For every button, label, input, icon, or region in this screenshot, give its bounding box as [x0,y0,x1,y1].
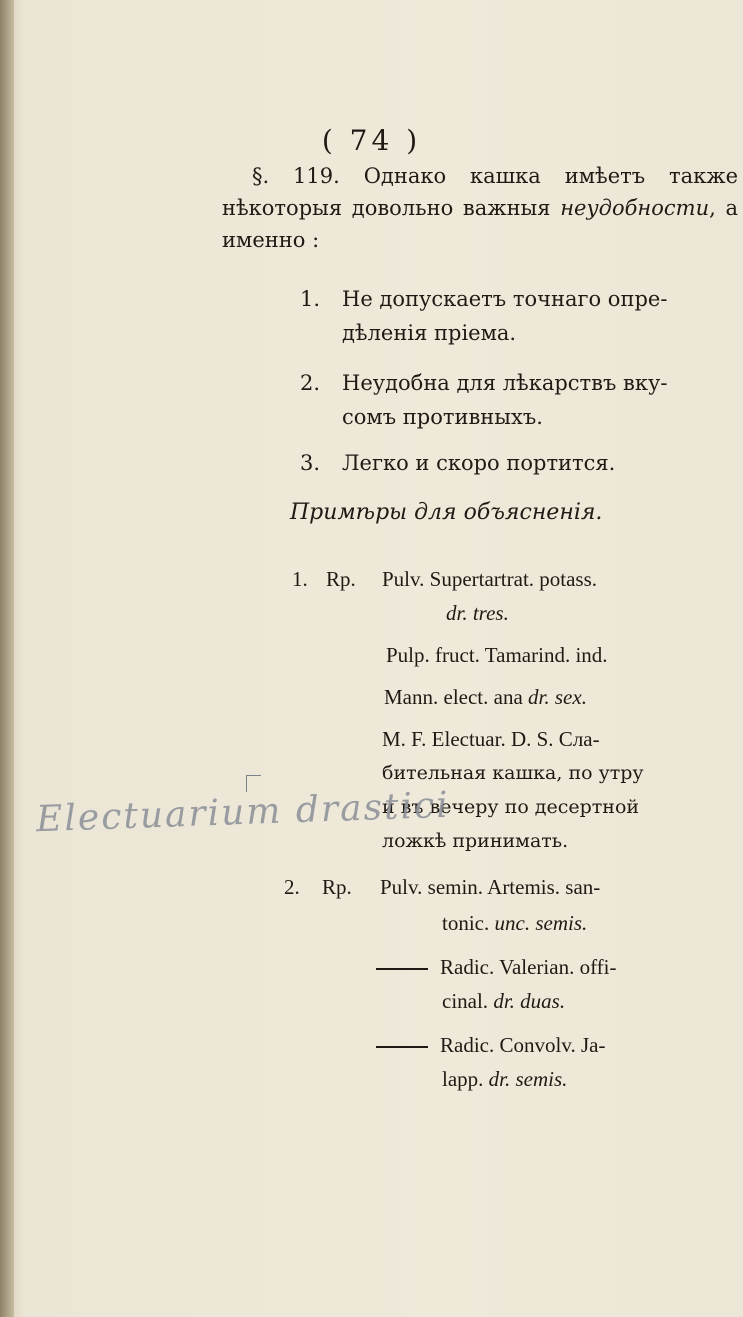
recipe-line-text: Mann. elect. ana [384,685,523,709]
recipe-line-text: бительная кашка, по утру [382,762,644,784]
pencil-mark [246,775,261,792]
recipe-line-text: tonic. [442,911,490,935]
examples-heading: Примѣры для объясненія. [290,500,603,525]
section-text-end: , а именно : [222,196,738,252]
recipe-line [380,870,600,904]
recipe-line-text: Pulp. fruct. Tamarind. ind. [386,643,608,667]
recipe-line [376,1028,605,1062]
recipe-number: 1. [292,567,308,591]
recipe-dose: dr. duas. [493,989,566,1013]
handwritten-margin-note: Electuarium drastici [35,784,451,841]
section-text-start: Однако кашка имѣетъ также нѣкоторыя довольно важныя [222,164,738,220]
recipe-line [442,984,565,1018]
ditto-dash [376,968,428,970]
list-item-line: дѣленія пріема. [342,321,517,345]
list-item-number: 2. [300,371,321,395]
list-item-line: Не допускаетъ точнаго опре- [342,287,668,311]
recipe-line-text: Pulv. Supertartrat. potass. [382,567,598,591]
ditto-dash [376,1046,428,1048]
list-item-number: 3. [300,451,321,475]
recipe-dose: dr. tres. [446,601,509,625]
recipe-line [386,638,608,672]
recipe-line-text: и въ вечеру по десертной [382,796,640,818]
recipe-line-text: Radic. Valerian. offi- [440,955,617,979]
section-label: §. 119. [252,164,340,188]
recipe-dose: dr. sex. [528,685,587,709]
section-italic-term: неудобности [560,196,710,220]
recipe-dose: dr. semis. [488,1067,568,1091]
recipe-dose: unc. semis. [494,911,588,935]
recipe-line-text: M. F. Electuar. D. S. Сла- [382,727,600,751]
recipe-line [376,950,617,984]
recipe-rp: Rp. [326,567,356,591]
list-item-line: Неудобна для лѣкарствъ вку- [342,371,668,395]
recipe-line [382,824,568,858]
list-item-number: 1. [300,287,321,311]
recipe-rp: Rp. [322,875,352,899]
section-paragraph [222,160,738,256]
recipe-line [384,680,587,714]
page-number: ( 74 ) [321,124,422,157]
recipe-line-text: lapp. [442,1067,484,1091]
book-gutter [0,0,14,1317]
recipe-line [442,906,587,940]
recipe-line [382,722,600,756]
recipe-line [382,562,597,596]
recipe-line-text: Pulv. semin. Artemis. san- [380,875,601,899]
recipe-line-text: Radic. Convolv. Ja- [440,1033,606,1057]
recipe-line-text: cinal. [442,989,489,1013]
list-item-line: сомъ противныхъ. [342,405,543,429]
list-item-line: Легко и скоро портится. [342,451,616,475]
recipe-line-text: ложкѣ принимать. [382,830,569,852]
recipe-line [446,596,509,630]
recipe-number: 2. [284,875,300,899]
recipe-line [442,1062,567,1096]
